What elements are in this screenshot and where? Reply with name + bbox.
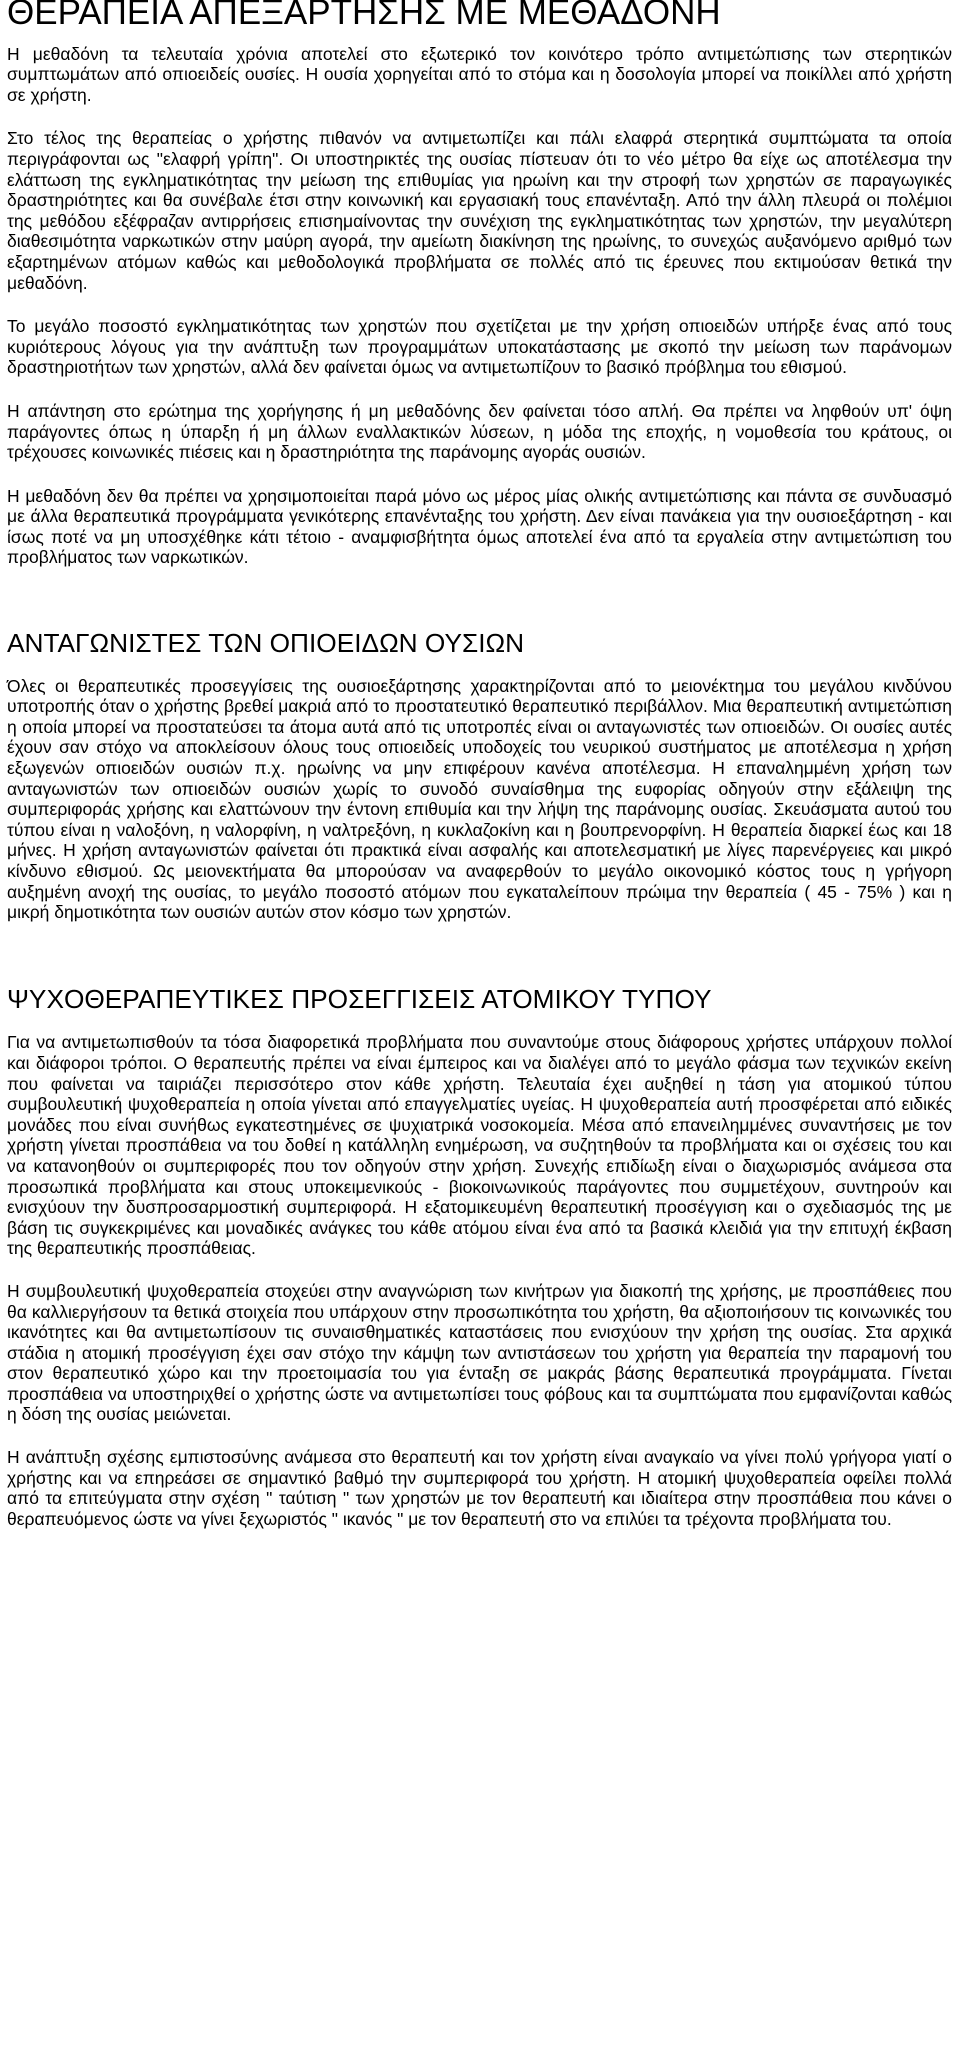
paragraph: Η συμβουλευτική ψυχοθεραπεία στοχεύει στην αναγνώριση των κινήτρων για διακοπή της χρήσης, με προσπάθειες που θα καλλιεργήσουν τα θετικά στοιχεία που υπάρχουν στην προσωπικότητα του χρήστη, θα αξιοποιήσουν τις κοινωνικές του ικανότητες και θα αντιμετωπίσουν τις συναισθηματικές καταστάσεις που ενισχύουν την χρήση της ουσίας. Στα αρχικά στάδια η ατομική προσέγγιση έχει σαν στόχο την κάμψη των αντιστάσεων του χρήστη για θεραπεία την παραμονή του στον θεραπευτικό χώρο και την προετοιμασία του για ένταξη σε μακράς βάσης θεραπευτικά προγράμματα. Γίνεται προσπάθεια να υποστηριχθεί ο χρήστης ώστε να αντιμετωπίσει τους φόβους και τα συμπτώματα που εμφανίζονται καθώς η δόση της ουσίας μειώνεται.	[7, 1280, 952, 1425]
paragraph: Όλες οι θεραπευτικές προσεγγίσεις της ουσιοεξάρτησης χαρακτηρίζονται από το μειονέκτημα του μεγάλου κινδύνου υποτροπής όταν ο χρήστης βρεθεί μακριά από το προστατευτικό θεραπευτικό περιβάλλον. Μια θεραπευτική αντιμετώπιση η οποία μπορεί να προστατεύσει τα άτομα αυτά από τις υποτροπές είναι οι ανταγωνιστές των οπιοειδών. Οι ουσίες αυτές έχουν σαν στόχο να αποκλείσουν όλους τους οπιοειδείς υποδοχείς του νευρικού συστήματος με αποτέλεσμα η χρήση εξωγενών οπιοειδών ουσιών π.χ. ηρωίνης να μην επιφέρουν κανένα αποτέλεσμα. Η επαναλημμένη χρήση των ανταγωνιστών των οπιοειδών ουσιών χωρίς το συνοδό συναίσθημα της ευφορίας οδηγούν στην εξάλειψη της συμπεριφοράς χρήσης και ελαττώνουν την έντονη επιθυμία και την λήψη της παράνομης ουσίας. Σκευάσματα αυτού του τύπου είναι η ναλοξόνη, η ναλορφίνη, η ναλτρεξόνη, η κυκλαζοκίνη και η βουπρενορφίνη. Η θεραπεία διαρκεί έως και 18 μήνες. Η χρήση ανταγωνιστών φαίνεται ότι πρακτικά είναι ασφαλής και αποτελεσματική με λίγες παρενέργειες και μικρό κίνδυνο εθισμού. Ως μειονεκτήματα θα μπορούσαν να αναφερθούν το μεγάλο οικονομικό κόστος τους η γρήγορη αυξημένη ανοχή της ουσίας, το μεγάλο ποσοστό ατόμων που εγκαταλείπουν πρώιμα την θεραπεία ( 45 - 75% ) και η μικρή δημοτικότητα των ουσιών αυτών στον κόσμο των χρηστών.	[7, 675, 952, 923]
paragraph: Η ανάπτυξη σχέσης εμπιστοσύνης ανάμεσα στο θεραπευτή και τον χρήστη είναι αναγκαίο να γίνει πολύ γρήγορα γιατί ο χρήστης και να επηρεάσει σε σημαντικό βαθμό την συμπεριφορά του χρήστη. Η ατομική ψυχοθεραπεία οφείλει πολλά από τα επιτεύγματα στην σχέση " ταύτιση " των χρηστών με τον θεραπευτή και ιδιαίτερα στην προσπάθεια που κάνει ο θεραπευόμενος ώστε να γίνει ξεχωριστός " ικανός " με τον θεραπευτή στο να επιλύει τα τρέχοντα προβλήματα του.	[7, 1447, 952, 1529]
paragraph: Το μεγάλο ποσοστό εγκληματικότητας των χρηστών που σχετίζεται με την χρήση οπιοειδών υπήρξε ένας από τους κυριότερους λόγους για την ανάπτυξη των προγραμμάτων υποκατάστασης με σκοπό την μείωση των παράνομων δραστηριοτήτων των χρηστών, αλλά δεν φαίνεται όμως να αντιμετωπίζουν το βασικό πρόβλημα του εθισμού.	[7, 316, 952, 378]
paragraph: Η μεθαδόνη τα τελευταία χρόνια αποτελεί στο εξωτερικό τον κοινότερο τρόπο αντιμετώπισης των στερητικών συμπτωμάτων από οπιοειδείς ουσίες. Η ουσία χορηγείται από το στόμα και η δοσολογία μπορεί να ποικίλλει από χρήστη σε χρήστη.	[7, 43, 952, 105]
section-heading-individual-psychotherapy: ΨΥΧΟΘΕΡΑΠΕΥΤΙΚΕΣ ΠΡΟΣΕΓΓΙΣΕΙΣ ΑΤΟΜΙΚΟΥ ΤΥΠΟΥ	[7, 983, 712, 1014]
paragraph: Για να αντιμετωπισθούν τα τόσα διαφορετικά προβλήματα που συναντούμε στους διάφορους χρήστες υπάρχουν πολλοί και διάφοροι τρόποι. Ο θεραπευτής πρέπει να είναι έμπειρος και να διαλέγει από το μεγάλο φάσμα των τεχνικών εκείνη που φαίνεται να ταιριάζει περισσότερο στον κάθε χρήστη. Τελευταία έχει αυξηθεί η τάση για ατομικού τύπου συμβουλευτική ψυχοθεραπεία η οποία γίνεται από επαγγελματίες υγείας. Η ψυχοθεραπεία αυτή προσφέρεται από ειδικές μονάδες που είναι συνήθως εγκατεστημένες σε ψυχιατρικά νοσοκομεία. Μέσα από επανειλημμένες συναντήσεις με τον χρήστη γίνεται προσπάθεια να του δοθεί η κατάλληλη ενημέρωση, να συζητηθούν τα προβλήματα και οι σχέσεις του και να κατανοηθούν οι συμπεριφορές που τον οδηγούν στην χρήση. Συνεχής επιδίωξη είναι ο διαχωρισμός ανάμεσα στα προσωπικά προβλήματα και στους υποκειμενικούς - βιοκοινωνικούς παράγοντες που συμμετέχουν, συντηρούν και ενισχύουν την δυσπροσαρμοστική συμπεριφορά. Η εξατομικευμένη θεραπευτική προσέγγιση και ο σχεδιασμός της με βάση τις συγκεκριμένες και μοναδικές ανάγκες του κάθε ατόμου είναι ένα από τα βασικά κλειδιά για την επιτυχή έκβαση της θεραπευτικής προσπάθειας.	[7, 1032, 952, 1259]
paragraph: Στο τέλος της θεραπείας ο χρήστης πιθανόν να αντιμετωπίζει και πάλι ελαφρά στερητικά συμπτώματα τα οποία περιγράφονται ως "ελαφρή γρίπη". Οι υποστηρικτές της ουσίας πίστευαν ότι το νέο μέτρο θα είχε ως αποτέλεσμα την ελάττωση της εγκληματικότητας την μείωση της επιθυμίας για ηρωίνη και την στροφή των χρηστών σε παραγωγικές δραστηριότητες και θα συνέβαλε έτσι στην κοινωνική και εργασιακή τους επανένταξη. Από την άλλη πλευρά οι πολέμιοι της μεθόδου εξέφραζαν αντιρρήσεις επισημαίνοντας την συνέχιση της εγκληματικότητας των χρηστών, την μεγαλύτερη διαθεσιμότητα ναρκωτικών στην μαύρη αγορά, την αμείωτη διακίνηση της ηρωίνης, το συνεχώς αυξανόμενο αριθμό των εξαρτημένων ατόμων καθώς και μεθοδολογικά προβλήματα σε πολλές από τις έρευνες που εκτιμούσαν θετικά την μεθαδόνη.	[7, 128, 952, 293]
section-heading-opioid-antagonists: ΑΝΤΑΓΩΝΙΣΤΕΣ ΤΩΝ ΟΠΙΟΕΙΔΩΝ ΟΥΣΙΩΝ	[7, 628, 525, 659]
paragraph: Η απάντηση στο ερώτημα της χορήγησης ή μη μεθαδόνης δεν φαίνεται τόσο απλή. Θα πρέπει να ληφθούν υπ' όψη παράγοντες όπως η ύπαρξη ή μη άλλων εναλλακτικών λύσεων, η μόδα της εποχής, η νομοθεσία του κράτους, οι τρέχουσες κοινωνικές πιέσεις και η δραστηριότητα της παράνομης αγοράς ουσιών.	[7, 400, 952, 463]
section-heading-methadone: ΘΕΡΑΠΕΙΑ ΑΠΕΞΑΡΤΗΣΗΣ ΜΕ ΜΕΘΑΔΟΝΗ	[7, 0, 721, 32]
paragraph: Η μεθαδόνη δεν θα πρέπει να χρησιμοποιείται παρά μόνο ως μέρος μίας ολικής αντιμετώπισης και πάντα σε συνδυασμό με άλλα θεραπευτικά προγράμματα γενικότερης επανένταξης του χρήστη. Δεν είναι πανάκεια για την ουσιοεξάρτηση - και ίσως ποτέ να μη υποσχέθηκε κάτι τέτοιο - αναμφισβήτητα όμως αποτελεί ένα από τα εργαλεία στην αντιμετώπιση του προβλήματος των ναρκωτικών.	[7, 485, 952, 568]
